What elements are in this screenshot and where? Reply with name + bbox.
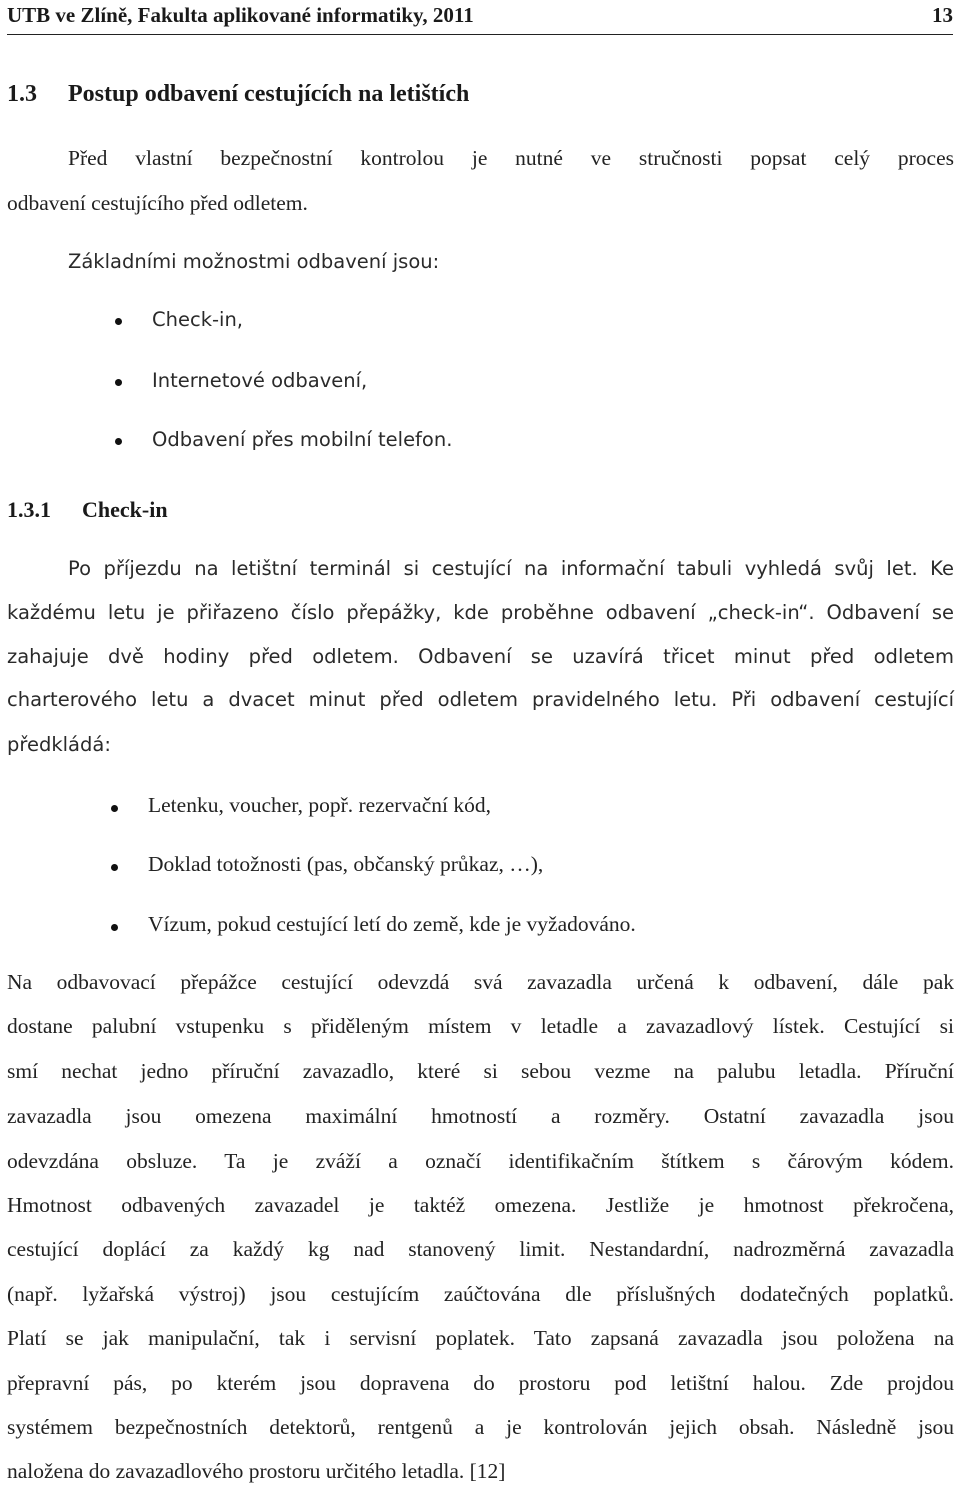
subsection-number: 1.3.1 — [7, 497, 51, 522]
bullet-icon — [115, 318, 122, 325]
paragraph-line: zavazadla jsou omezena maximální hmotností a rozměry. Ostatní zavazadla jsou — [7, 1104, 954, 1128]
bullet-icon — [111, 805, 118, 812]
paragraph-line: Na odbavovací přepážce cestující odevzdá svá zavazadla určená k odbavení, dále pak — [7, 970, 954, 994]
paragraph-line: Hmotnost odbavených zavazadel je taktéž omezena. Jestliže je hmotnost překročena, — [7, 1193, 954, 1217]
list-item: Doklad totožnosti (pas, občanský průkaz, …), — [148, 852, 544, 876]
list-item: Odbavení přes mobilní telefon. — [152, 428, 453, 451]
list-item: Letenku, voucher, popř. rezervační kód, — [148, 793, 491, 817]
paragraph-line: charterového letu a dvacet minut před odletem pravidelného letu. Při odbavení cestující — [7, 688, 954, 711]
page-number: 13 — [932, 3, 953, 27]
list-item: Internetové odbavení, — [152, 369, 368, 392]
paragraph-line: odevzdána obsluze. Ta je zváží a označí identifikačním štítkem s čárovým kódem. — [7, 1149, 954, 1173]
paragraph-line: smí nechat jedno příruční zavazadlo, které si sebou vezme na palubu letadla. Příruční — [7, 1059, 954, 1083]
bullet-icon — [115, 438, 122, 445]
paragraph-line: cestující doplácí za každý kg nad stanovený limit. Nestandardní, nadrozměrná zavazadla — [7, 1237, 954, 1261]
header-title: UTB ve Zlíně, Fakulta aplikované informatiky, 2011 — [7, 3, 474, 27]
bullet-icon — [111, 864, 118, 871]
paragraph-line: dostane palubní vstupenku s přiděleným místem v letadle a zavazadlový lístek. Cestující si — [7, 1014, 954, 1038]
intro-line-1: Před vlastní bezpečnostní kontrolou je nutné ve stručnosti popsat celý proces — [68, 146, 954, 170]
paragraph-line: zahajuje dvě hodiny před odletem. Odbavení se uzavírá třicet minut před odletem — [7, 645, 954, 668]
options-heading: Základními možnostmi odbavení jsou: — [68, 250, 440, 273]
list-item: Check-in, — [152, 308, 243, 331]
intro-line-2: odbavení cestujícího před odletem. — [7, 191, 308, 215]
paragraph-line: (např. lyžařská výstroj) jsou cestujícím zaúčtována dle příslušných dodatečných poplatků. — [7, 1282, 954, 1306]
subsection-heading — [7, 497, 168, 523]
section-number: 1.3 — [7, 81, 37, 107]
section-heading — [7, 81, 469, 108]
paragraph-line: každému letu je přiřazeno číslo přepážky, kde proběhne odbavení „check-in“. Odbavení se — [7, 601, 954, 624]
bullet-icon — [115, 379, 122, 386]
page-header — [7, 0, 953, 35]
paragraph-line: systémem bezpečnostních detektorů, rentgenů a je kontrolován jejich obsah. Následně jsou — [7, 1415, 954, 1439]
paragraph-line: předkládá: — [7, 733, 111, 756]
subsection-title: Check-in — [82, 497, 168, 522]
paragraph-line: Po příjezdu na letištní terminál si cestující na informační tabuli vyhledá svůj let. Ke — [68, 557, 954, 580]
paragraph-line: naložena do zavazadlového prostoru určitého letadla. [12] — [7, 1459, 506, 1483]
paragraph-line: přepravní pás, po kterém jsou dopravena do prostoru pod letištní halou. Zde projdou — [7, 1371, 954, 1395]
paragraph-line: Platí se jak manipulační, tak i servisní poplatek. Tato zapsaná zavazadla jsou položena na — [7, 1326, 954, 1350]
section-title: Postup odbavení cestujících na letištích — [68, 81, 470, 107]
list-item: Vízum, pokud cestující letí do země, kde je vyžadováno. — [148, 912, 636, 936]
bullet-icon — [111, 924, 118, 931]
